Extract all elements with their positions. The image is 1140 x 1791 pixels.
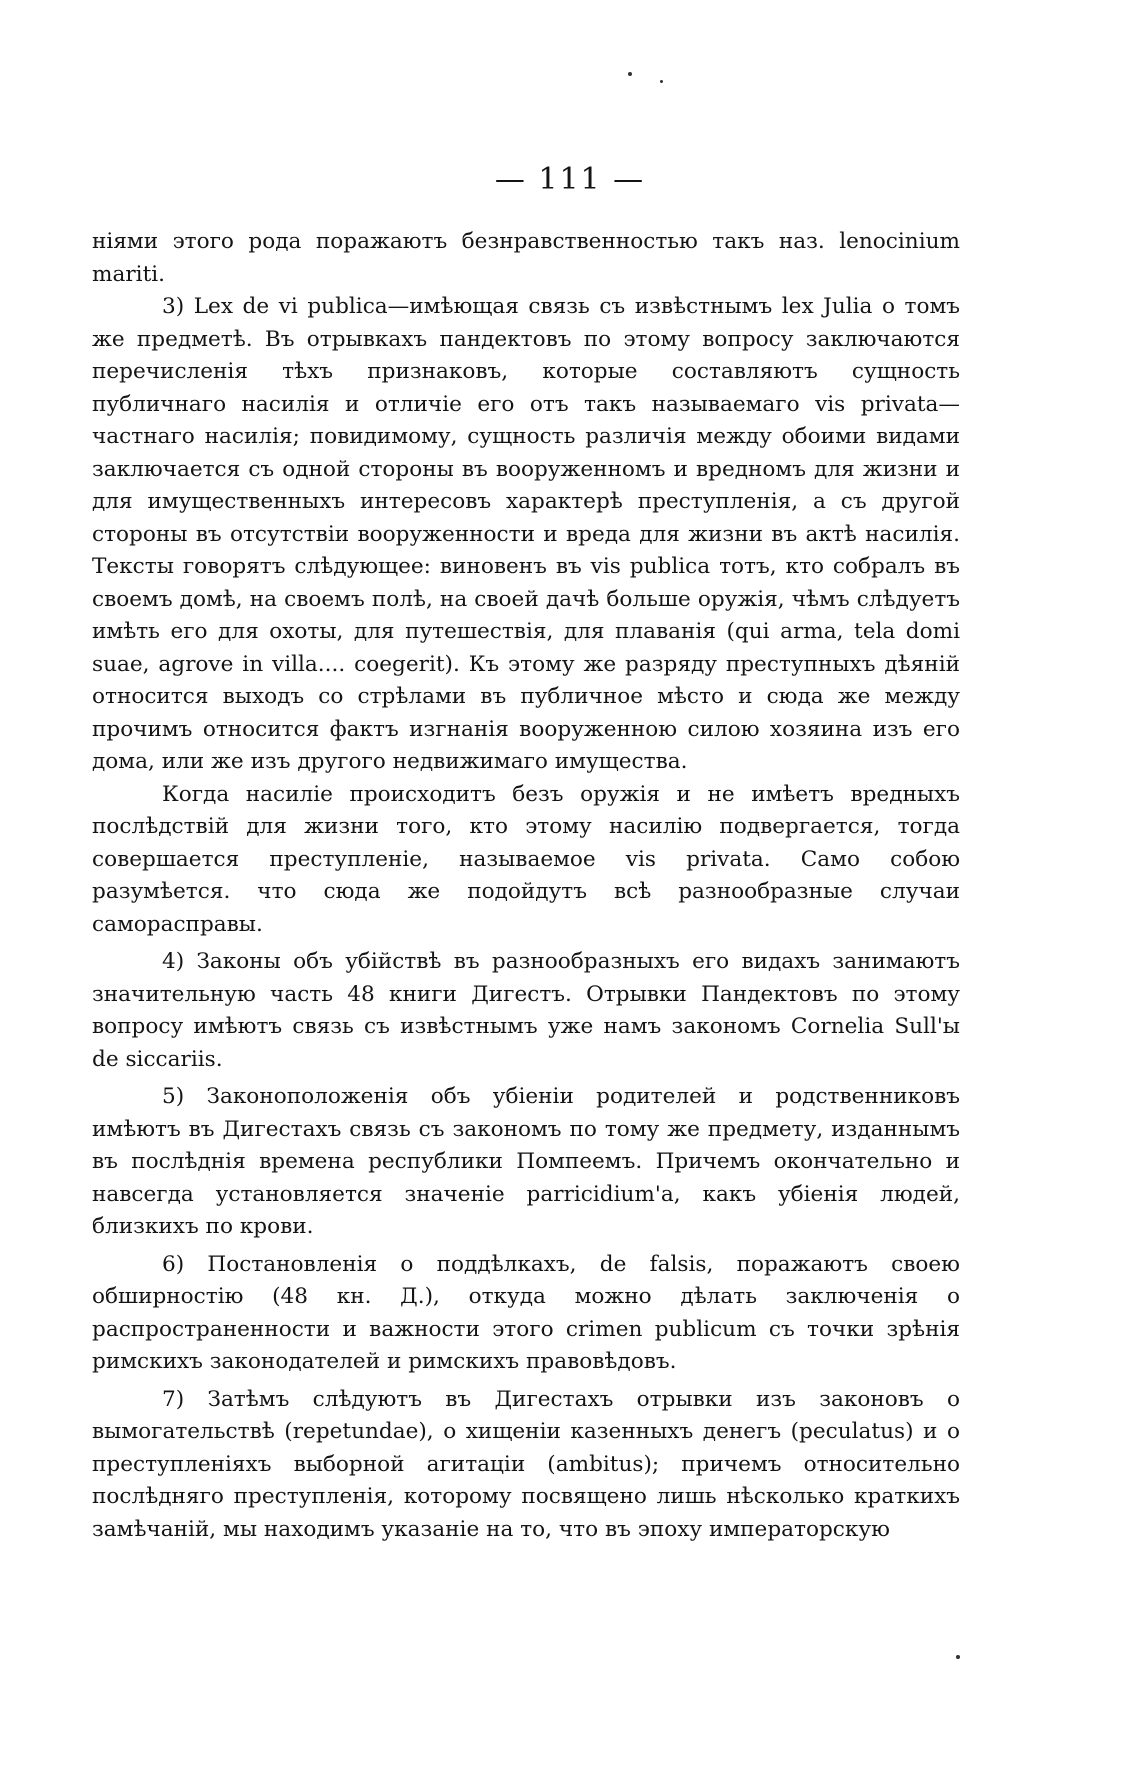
scan-speck	[956, 1655, 960, 1659]
paragraph-de-falsis: 6) Постановленія о поддѣлкахъ, de falsis, поражаютъ своею обширностію (48 кн. Д.), откуда можно дѣлать заключенія о распространенности и важности этого crimen publicum съ точки зрѣнія римскихъ законодателей и римскихъ правовѣдовъ.	[92, 1251, 960, 1374]
paragraph-repetundae: 7) Затѣмъ слѣдуютъ въ Дигестахъ отрывки изъ законовъ о вымогательствѣ (repetundae), о хищеніи казенныхъ денегъ (peculatus) и о преступленіяхъ выборной агитаціи (ambitus); причемъ относительно послѣдняго преступленія, которому посвящено лишь нѣсколько краткихъ замѣчаній, мы находимъ указаніе на то, что въ эпоху императорскую	[92, 1386, 960, 1542]
paragraph-continuation: ніями этого рода поражаютъ безнравственностью такъ наз. lenocinium mariti.	[92, 229, 960, 287]
paragraph-parricidium: 5) Законоположенія объ убіеніи родителей и родственниковъ имѣютъ въ Дигестахъ связь съ закономъ по тому же предмету, изданнымъ въ послѣднія времена республики Помпеемъ. Причемъ окончательно и навсегда установляется значеніе parricidium'а, какъ убіенія людей, близкихъ по крови.	[92, 1084, 960, 1239]
body-text	[92, 226, 960, 1546]
paragraph-lex-de-vi-publica: 3) Lex de vi publica—имѣющая связь съ извѣстнымъ lex Julia о томъ же предметѣ. Въ отрывкахъ пандектовъ по этому вопросу заключаются перечисленія тѣхъ признаковъ, которые составляютъ сущность публичнаго насилія и отличіе его отъ такъ называемаго vis privata—частнаго насилія; повидимому, сущность различія между обоими видами заключается съ одной стороны въ вооруженномъ и вредномъ для жизни и для имущественныхъ интересовъ характерѣ преступленія, а съ другой стороны въ отсутствіи вооруженности и вреда для жизни въ актѣ насилія. Тексты говорятъ слѣдующее: виновенъ въ vis publica тотъ, кто собралъ въ своемъ домѣ, на своемъ полѣ, на своей дачѣ больше оружія, чѣмъ слѣдуетъ имѣть его для охоты, для путешествія, для плаванія (qui arma, tela domi suae, agrove in villa.... coegerit). Къ этому же разряду преступныхъ дѣяній относится выходъ со стрѣлами въ публичное мѣсто и сюда же между прочимъ относится фактъ изгнанія вооруженною силою хозяина изъ его дома, или же изъ другого недвижимаго имущества.	[92, 294, 960, 774]
page-number: — 111 —	[494, 162, 646, 197]
scan-speck	[660, 80, 663, 83]
scan-speck	[628, 72, 632, 76]
paragraph-murder-laws: 4) Законы объ убійствѣ въ разнообразныхъ его видахъ занимаютъ значительную часть 48 книги Дигестъ. Отрывки Пандектовъ по этому вопросу имѣютъ связь съ извѣстнымъ уже намъ закономъ Cornelia Sull'ы de siccariis.	[92, 949, 960, 1072]
paragraph-vis-privata: Когда насиліе происходитъ безъ оружія и не имѣетъ вредныхъ послѣдствій для жизни того, кто этому насилію подвергается, тогда совершается преступленіе, называемое vis privata. Само собою разумѣется. что сюда же подойдутъ всѣ разнообразные случаи самоpасправы.	[92, 781, 960, 937]
